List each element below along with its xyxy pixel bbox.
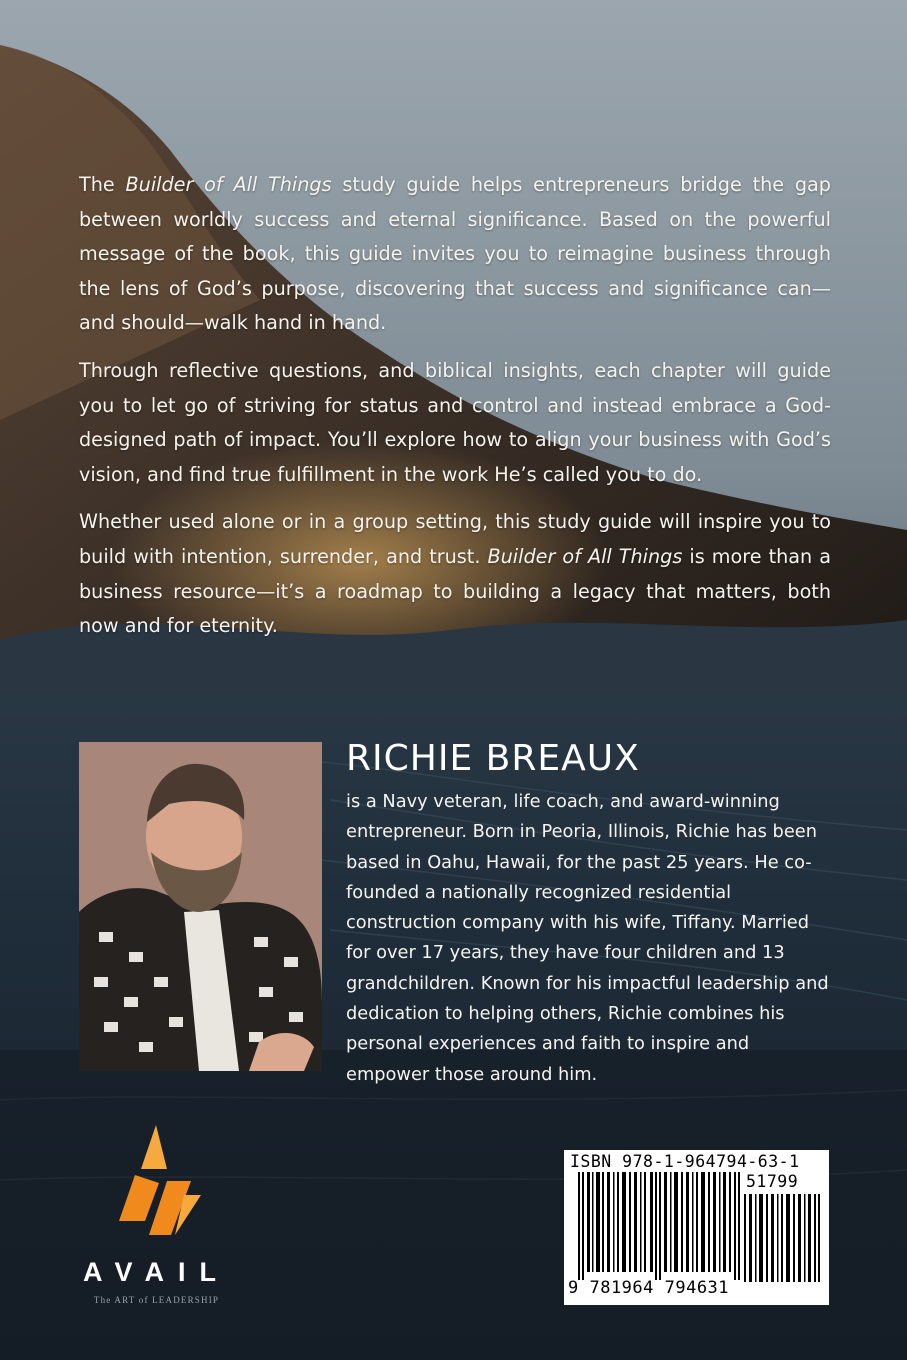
- ean-barcode-bars: [578, 1172, 742, 1280]
- book-title-italic: Builder of All Things: [125, 173, 332, 196]
- blurb-text: The: [79, 173, 126, 196]
- isbn-digits: 9 781964 794631: [568, 1278, 730, 1298]
- blurb-text: Whether used alone or in a group setting, this study guide will inspire you to build with intention, surrender, and trust.: [79, 510, 831, 568]
- book-title-italic: Builder of All Things: [487, 544, 683, 568]
- blurb-paragraph-1: [79, 168, 831, 341]
- author-photo: [79, 742, 322, 1071]
- blurb-text: is more than a business resource—it’s a roadmap to building a legacy that matters, both now and for eternity.: [79, 544, 831, 638]
- blurb-text: study guide helps entrepreneurs bridge the gap between worldly success and eternal significance. Based on the powerful message of the book, this guide invites you to reimagine business through the lens of God’s purpose, discovering that success and significance can—and should—walk hand in hand.: [79, 173, 831, 335]
- price-barcode-bars: [742, 1194, 822, 1282]
- blurb-paragraph-3: [79, 505, 831, 643]
- publisher-tagline: The ART of LEADERSHIP: [93, 1295, 220, 1305]
- publisher-logo: [79, 1125, 234, 1310]
- author-bio: is a Navy veteran, life coach, and award-winning entrepreneur. Born in Peoria, Illinois, Richie has been based in Oahu, Hawaii, for the past 25 years. He co-founded a nationally recognized residential construction company with his wife, Tiffany. Married for over 17 years, they have four children and 13 grandchildren. Known for his impactful leadership and dedication to helping others, Richie combines his personal experiences and faith to inspire and empower those around him.: [346, 791, 829, 1085]
- avail-mark-icon: [79, 1125, 234, 1245]
- price-code: 51799: [746, 1172, 799, 1191]
- isbn-barcode: [564, 1150, 829, 1305]
- blurb-text: Through reflective questions, and biblical insights, each chapter will guide you to let go of striving for status and control and instead embrace a God-designed path of impact. You’ll explore how to align your business with God’s vision, and find true fulfillment in the work He’s called you to do.: [79, 358, 831, 486]
- isbn-label: ISBN 978-1-964794-63-1: [570, 1152, 800, 1171]
- publisher-name: AVAIL: [83, 1257, 230, 1287]
- back-cover-blurb: [79, 168, 831, 657]
- blurb-paragraph-2: [79, 354, 831, 492]
- author-name: RICHIE BREAUX: [346, 738, 640, 779]
